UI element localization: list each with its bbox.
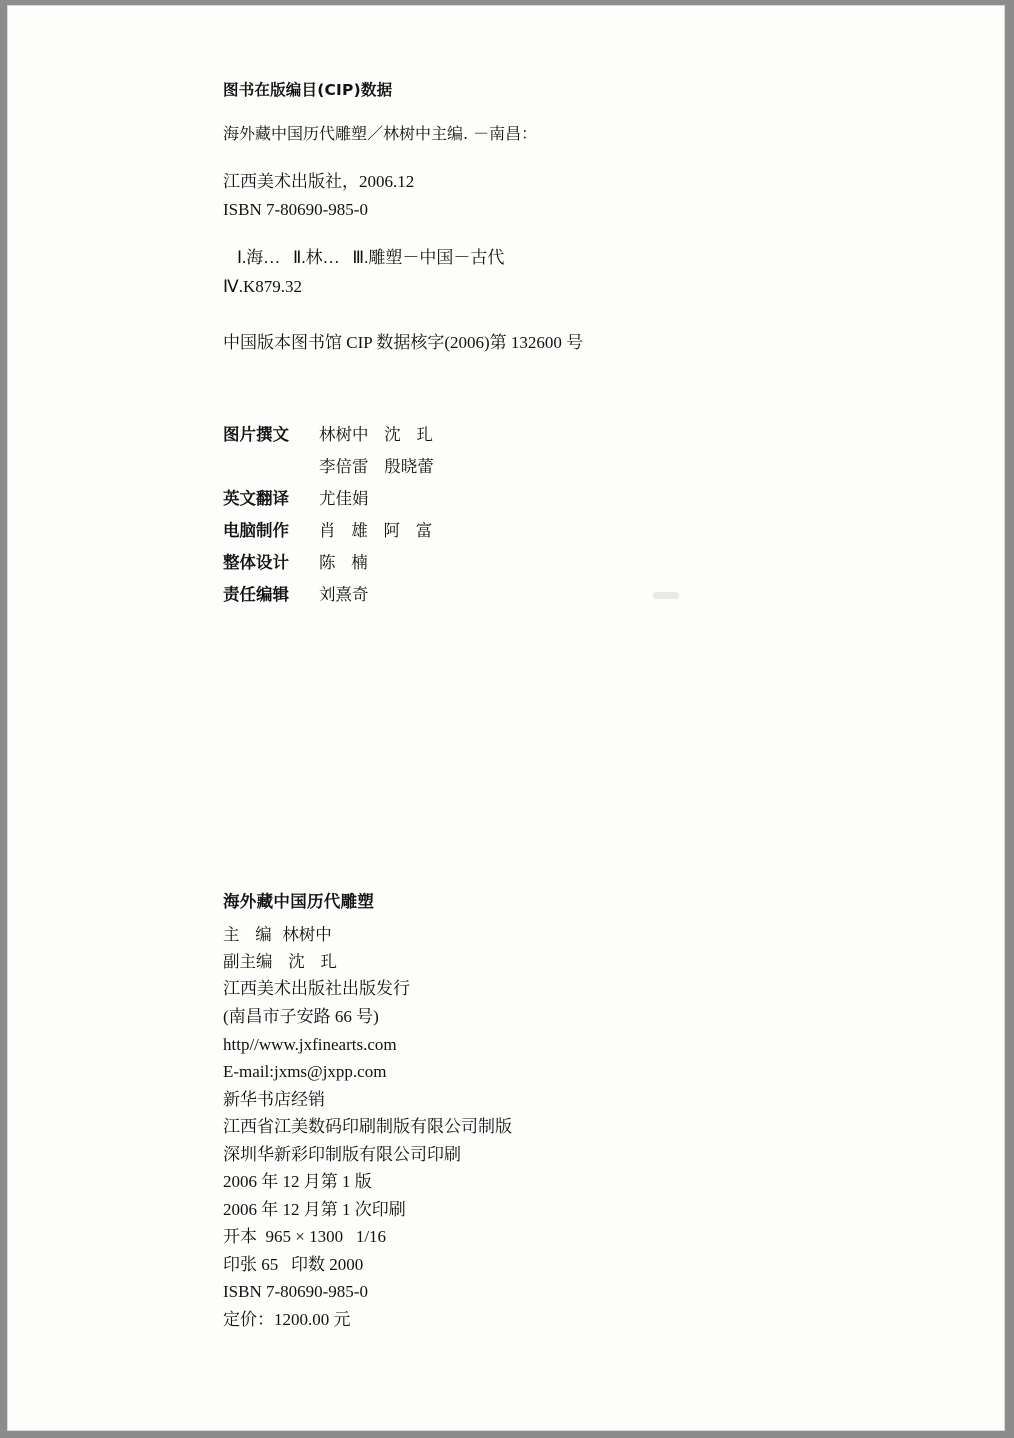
credit-value: 李倍雷 殷晓蕾	[319, 456, 434, 476]
colophon-printing: 2006 年 12 月第 1 次印刷	[223, 1199, 406, 1219]
colophon-email: E-mail:jxms@jxpp.com	[223, 1062, 387, 1082]
colophon-isbn: ISBN 7-80690-985-0	[223, 1282, 368, 1302]
credit-value: 刘熹奇	[319, 585, 369, 605]
credit-row	[223, 451, 923, 483]
cip-line-class-number: Ⅳ.K879.32	[223, 276, 302, 296]
colophon-edition: 2006 年 12 月第 1 版	[223, 1172, 372, 1192]
book-copyright-page	[8, 6, 1004, 1430]
credit-value: 林树中 沈 玌	[319, 424, 433, 444]
colophon-platemaker: 江西省江美数码印刷制版有限公司制版	[223, 1117, 512, 1137]
credit-row	[223, 419, 923, 451]
colophon-block	[223, 888, 923, 1333]
colophon-address: (南昌市子安路 66 号)	[223, 1006, 379, 1026]
colophon-printer: 深圳华新彩印制版有限公司印刷	[223, 1144, 461, 1164]
credit-value: 肖 雄 阿 富	[319, 521, 433, 541]
colophon-publisher: 江西美术出版社出版发行	[223, 979, 410, 999]
cip-line-publisher: 江西美术出版社，2006.12	[223, 171, 415, 191]
spacer	[223, 312, 923, 330]
cip-heading: 图书在版编目(CIP)数据	[223, 81, 393, 99]
colophon-distributor: 新华书店经销	[223, 1089, 325, 1109]
credit-label: 责任编辑	[223, 585, 289, 605]
spacer	[223, 235, 923, 245]
credit-value: 尤佳娟	[319, 488, 369, 508]
cip-line-classification: Ⅰ.海… Ⅱ.林… Ⅲ.雕塑－中国－古代	[237, 248, 505, 268]
colophon-book-title: 海外藏中国历代雕塑	[223, 892, 375, 911]
credit-label: 图片撰文	[223, 424, 289, 444]
credit-label: 整体设计	[223, 553, 289, 573]
credit-value: 陈 楠	[319, 553, 368, 573]
credit-label: 电脑制作	[223, 521, 289, 541]
cip-line-registry: 中国版本图书馆 CIP 数据核字(2006)第 132600 号	[223, 333, 584, 353]
colophon-editor-in-chief: 主 编 林树中	[223, 925, 332, 944]
colophon-format: 开本 965 × 1300 1/16	[223, 1227, 387, 1247]
colophon-sheets-copies: 印张 65 印数 2000	[223, 1254, 364, 1274]
cip-line-title-author: 海外藏中国历代雕塑／林树中主编. －南昌：	[223, 124, 538, 143]
colophon-deputy-editor: 副主编 沈 玌	[223, 951, 337, 971]
colophon-price: 定价：1200.00 元	[223, 1309, 351, 1329]
credit-row	[223, 579, 923, 611]
cip-block	[223, 78, 923, 612]
colophon-website: http//www.jxfinearts.com	[223, 1034, 397, 1054]
cip-line-isbn: ISBN 7-80690-985-0	[223, 200, 368, 220]
paper-smudge	[653, 592, 679, 599]
credit-label: 英文翻译	[223, 488, 289, 508]
credits-block	[223, 419, 923, 612]
spacer	[223, 159, 923, 169]
credit-row	[223, 483, 923, 515]
credit-row	[223, 515, 923, 547]
credit-row	[223, 547, 923, 579]
